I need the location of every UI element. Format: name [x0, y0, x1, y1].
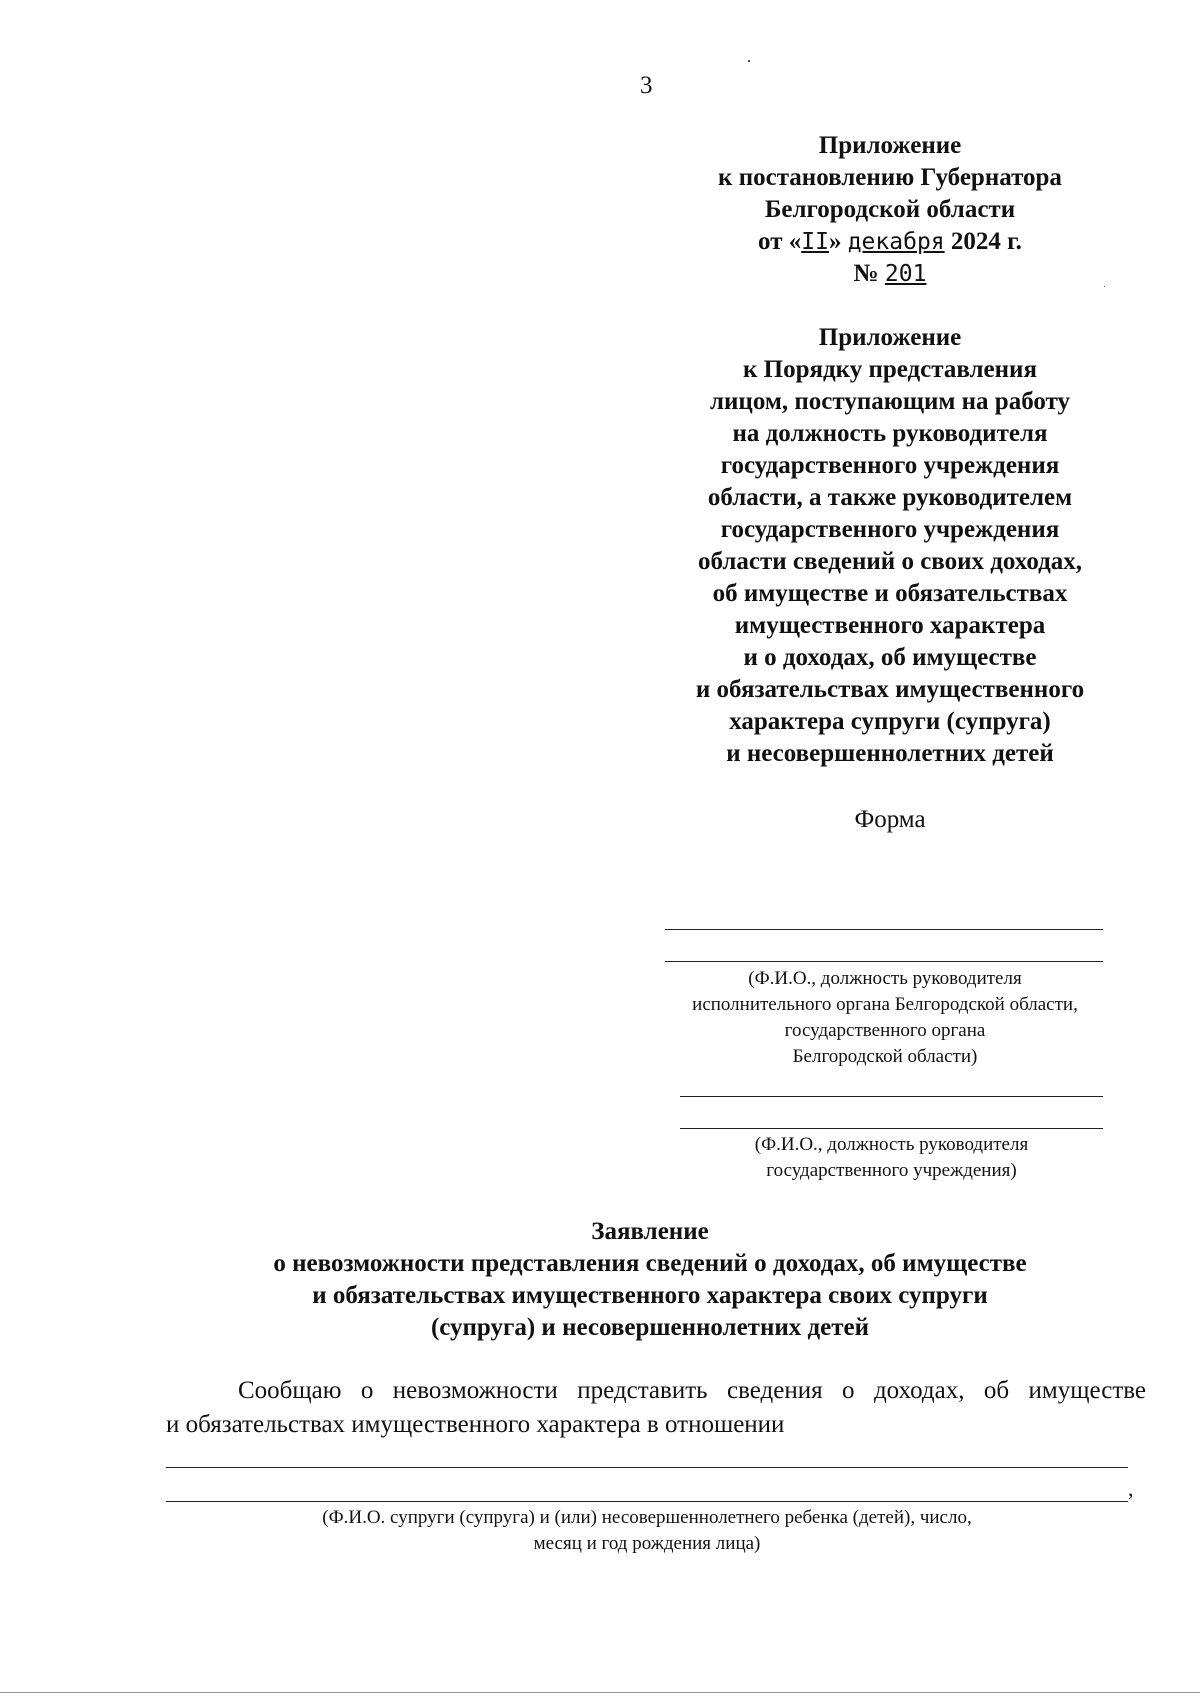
decree-month: декабря — [847, 229, 945, 255]
appendix2-line: и обязательствах имущественного — [695, 676, 1085, 703]
person-fill-line — [166, 1501, 1128, 1502]
person-fill-line — [166, 1467, 1128, 1468]
decree-day: II — [801, 229, 829, 255]
appendix2-line: государственного учреждения — [720, 452, 1060, 479]
comma-mark: , — [1128, 1476, 1134, 1501]
appendix-heading: Приложение — [818, 132, 962, 159]
page-number: 3 — [640, 72, 653, 99]
addressee1-fill-line — [665, 961, 1103, 962]
decree-date: от «II» декабря 2024 г. — [758, 228, 1022, 255]
appendix2-line: области сведений о своих доходах, — [697, 548, 1083, 575]
addressee1-caption: (Ф.И.О., должность руководителя исполнительного органа Белгородской области, государственного органа Белгородской области) — [692, 968, 1078, 1067]
addressee2-fill-line — [680, 1096, 1103, 1097]
appendix2-line: лицом, поступающим на работу — [710, 388, 1070, 415]
addressee1-fill-line — [665, 929, 1103, 930]
appendix-to-procedure — [660, 322, 1120, 770]
appendix2-line: об имуществе и обязательствах — [712, 580, 1068, 607]
scan-speck — [1104, 286, 1105, 287]
person-caption: (Ф.И.О. супруги (супруга) и (или) несовершеннолетнего ребенка (детей), число, месяц и год рождения лица) — [322, 1507, 972, 1554]
appendix-region-line: Белгородской области — [764, 196, 1016, 223]
appendix2-line: к Порядку представления — [742, 356, 1037, 383]
form-label: Форма — [854, 806, 926, 833]
statement-paragraph: Сообщаю о невозможности представить сведения о доходах, об имуществе и обязательствах имущественного характера в отношении — [166, 1377, 1146, 1438]
statement-title: Заявление о невозможности представления сведений о доходах, об имуществе и обязательствах имущественного характера своих супруги (супруга) и несовершеннолетних детей — [273, 1218, 1027, 1341]
appendix-decree-line: к постановлению Губернатора — [718, 164, 1062, 191]
appendix2-line: характера супруги (супруга) — [729, 708, 1051, 735]
appendix2-line: Приложение — [818, 324, 962, 351]
addressee2-caption: (Ф.И.О., должность руководителя государственного учреждения) — [754, 1134, 1029, 1181]
scan-speck — [748, 60, 750, 62]
appendix2-line: на должность руководителя — [732, 420, 1048, 447]
decree-number: № 201 — [853, 260, 927, 287]
appendix-to-decree — [700, 130, 1080, 290]
addressee2-fill-line — [680, 1128, 1103, 1129]
decree-year: 2024 г. — [950, 228, 1022, 255]
scan-edge-line — [0, 1692, 1200, 1693]
appendix2-line: имущественного характера — [734, 612, 1046, 639]
appendix2-line: и несовершеннолетних детей — [726, 740, 1054, 767]
decree-number-value: 201 — [884, 261, 927, 287]
appendix2-line: области, а также руководителем — [707, 484, 1073, 511]
appendix2-line: государственного учреждения — [720, 516, 1060, 543]
appendix2-line: и о доходах, об имуществе — [743, 644, 1037, 671]
